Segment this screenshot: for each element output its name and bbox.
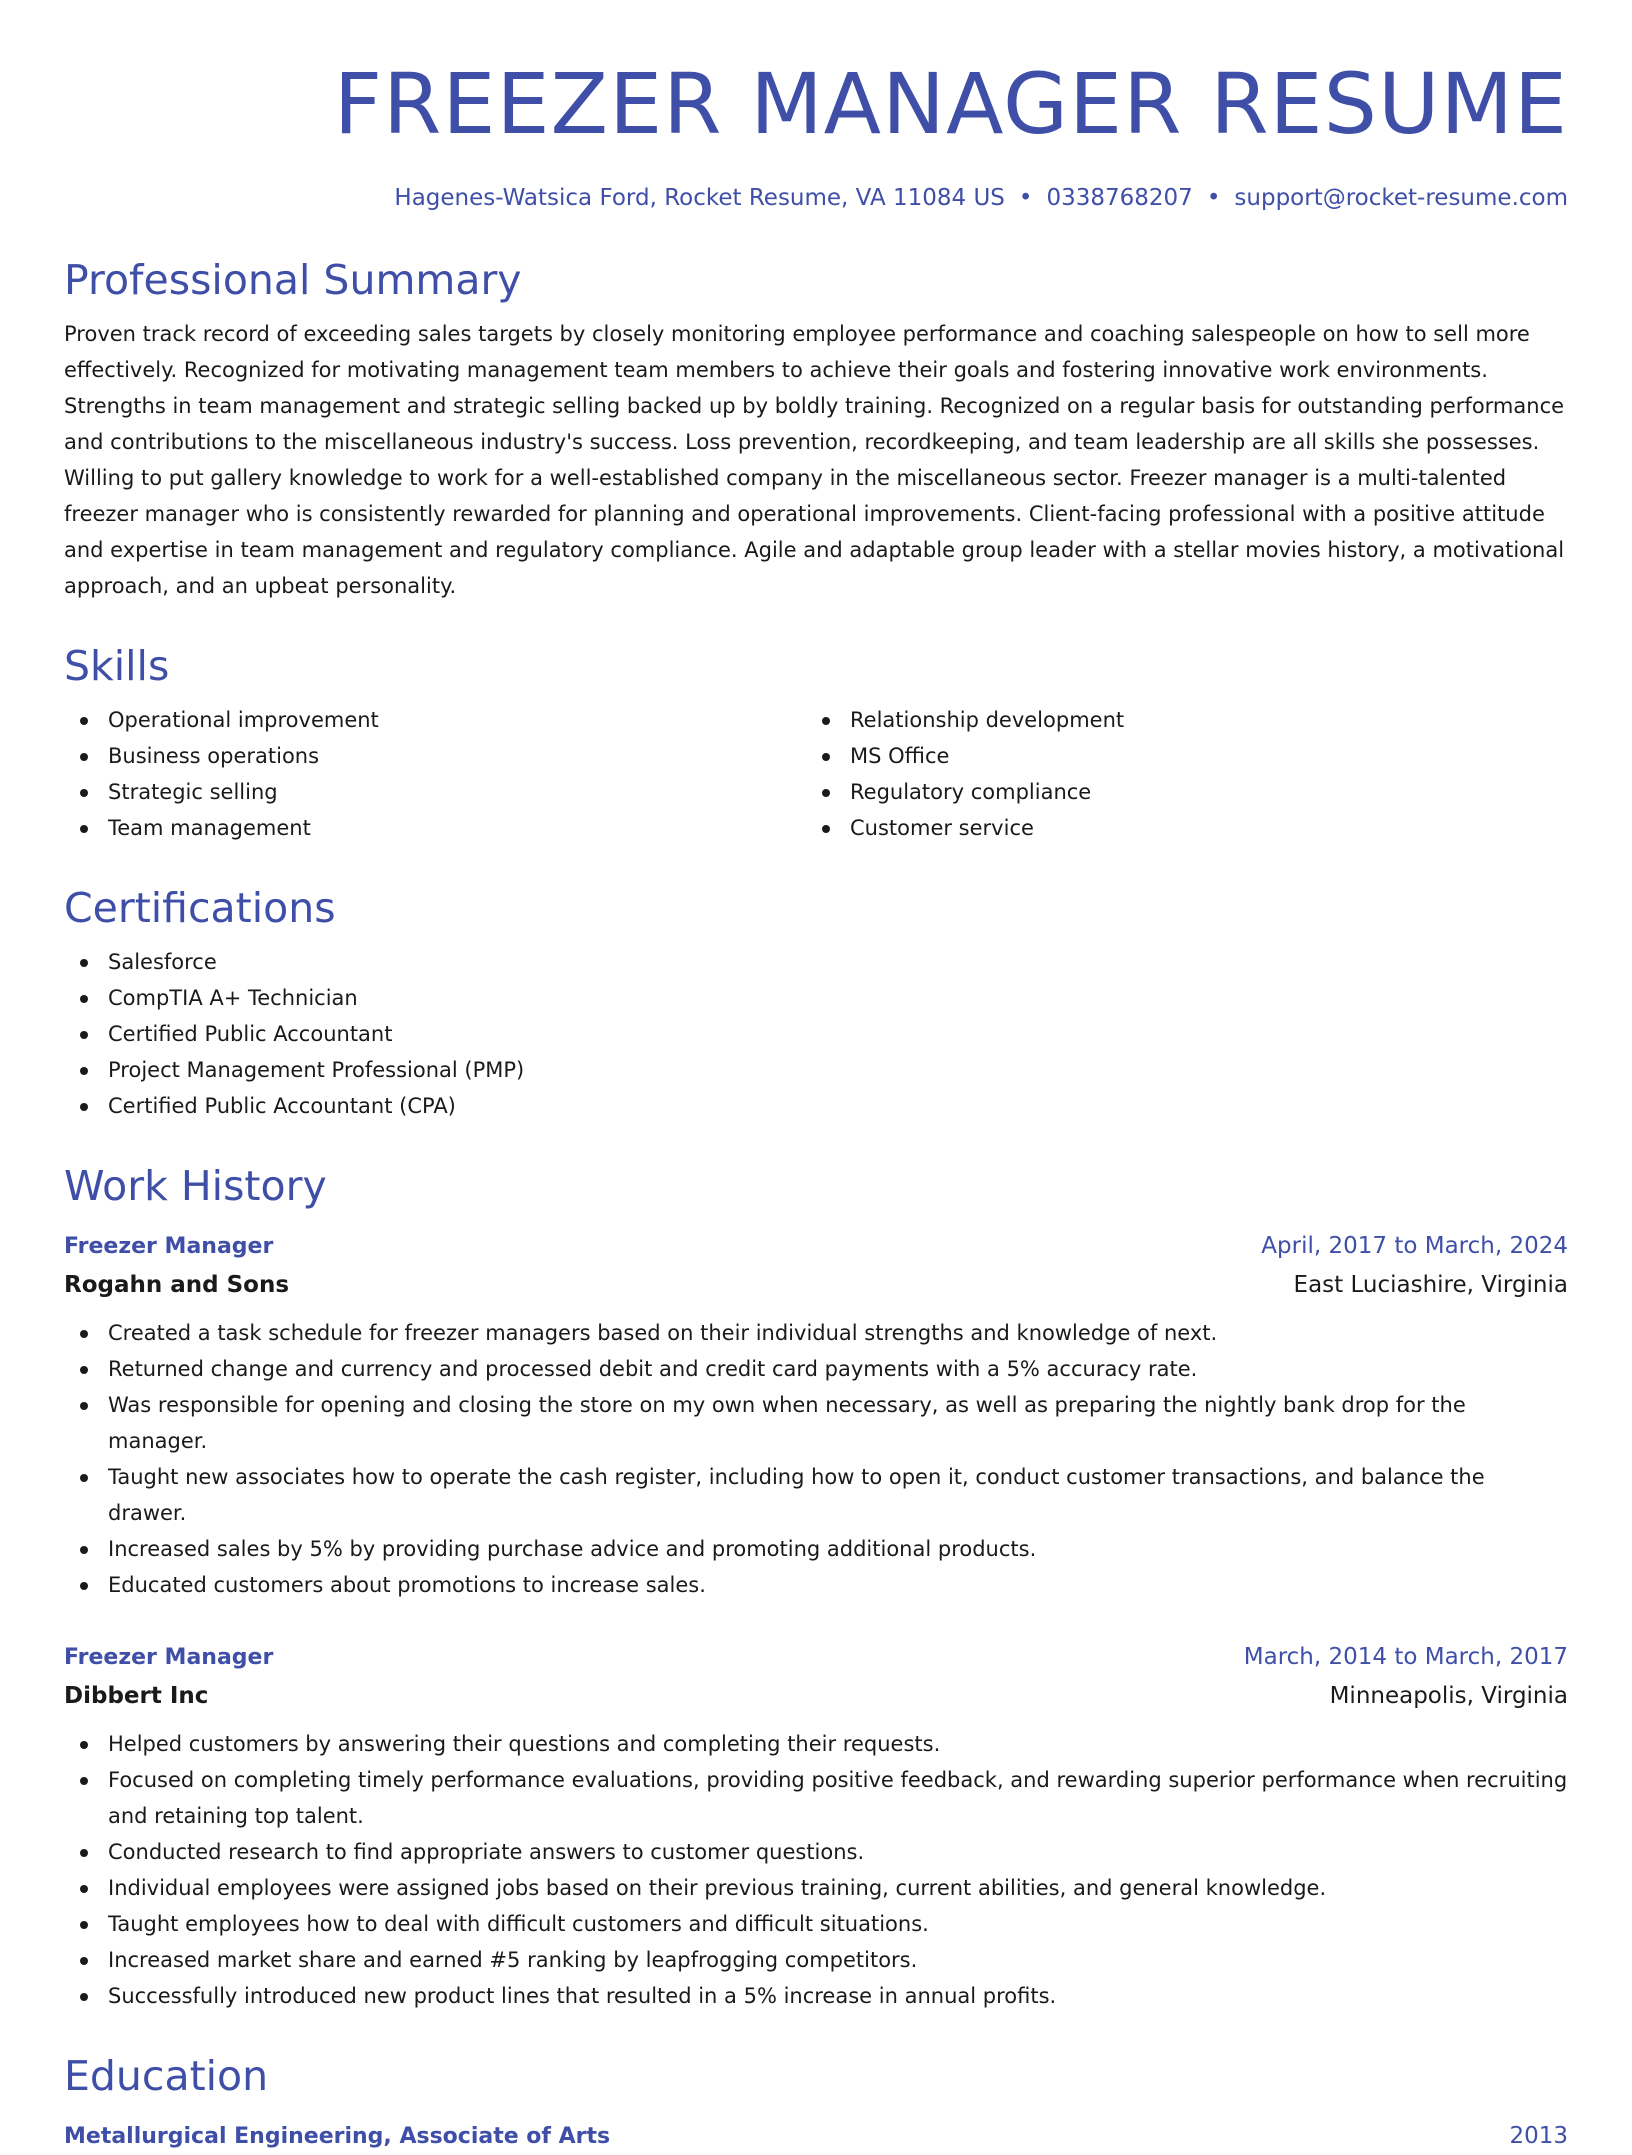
education-year: 2013 [1509, 2123, 1568, 2149]
contact-separator: • [1018, 185, 1033, 211]
job-bullets [64, 1315, 1568, 1603]
education-heading: Education [64, 2052, 269, 2100]
job-company-row [64, 1265, 1568, 1305]
summary-heading: Professional Summary [64, 256, 522, 304]
job-location: East Luciashire, Virginia [1293, 1272, 1568, 1298]
job-bullet: Focused on completing timely performance evaluations, providing positive feedback, and rewarding superior performance when recruiting and retaining top talent. [64, 1762, 1568, 1834]
job-entry [64, 1639, 1568, 2014]
skill-item: Business operations [64, 738, 806, 774]
job-title: Freezer Manager [64, 1234, 274, 1259]
certification-item: Certified Public Accountant [64, 1016, 1568, 1052]
job-bullet: Taught employees how to deal with difficult customers and difficult situations. [64, 1906, 1568, 1942]
job-bullet: Returned change and currency and processed debit and credit card payments with a 5% accuracy rate. [64, 1351, 1568, 1387]
certification-item: Certified Public Accountant (CPA) [64, 1088, 1568, 1124]
job-bullet: Taught new associates how to operate the cash register, including how to open it, conduct customer transactions, and balance the drawer. [64, 1459, 1568, 1531]
job-bullet: Successfully introduced new product lines that resulted in a 5% increase in annual profits. [64, 1978, 1568, 2014]
job-dates: April, 2017 to March, 2024 [1261, 1233, 1568, 1259]
job-bullet: Increased sales by 5% by providing purchase advice and promoting additional products. [64, 1531, 1568, 1567]
job-bullet: Educated customers about promotions to increase sales. [64, 1567, 1568, 1603]
skills-list-right [806, 702, 1548, 846]
certification-item: Salesforce [64, 944, 1568, 980]
work-history-heading: Work History [64, 1162, 327, 1210]
job-company-row [64, 1676, 1568, 1716]
skills-grid [64, 692, 1568, 846]
education-section [64, 2050, 1568, 2155]
job-title: Freezer Manager [64, 1645, 274, 1670]
skill-item: Customer service [806, 810, 1548, 846]
contact-phone: 0338768207 [1046, 185, 1193, 211]
skill-item: Operational improvement [64, 702, 806, 738]
job-entry [64, 1228, 1568, 1603]
certification-item: Project Management Professional (PMP) [64, 1052, 1568, 1088]
skills-section [64, 640, 1568, 846]
job-bullet: Created a task schedule for freezer managers based on their individual strengths and knowledge of next. [64, 1315, 1568, 1351]
skill-item: Regulatory compliance [806, 774, 1548, 810]
education-degree: Metallurgical Engineering, Associate of Arts [64, 2124, 611, 2149]
education-row [64, 2118, 1568, 2155]
job-bullets [64, 1726, 1568, 2014]
certifications-list [64, 944, 1568, 1124]
skills-heading: Skills [64, 642, 170, 690]
certifications-heading: Certifications [64, 884, 336, 932]
skill-item: Team management [64, 810, 806, 846]
job-location: Minneapolis, Virginia [1329, 1683, 1568, 1709]
contact-separator: • [1206, 185, 1221, 211]
skills-list-left [64, 702, 806, 846]
job-header-row [64, 1639, 1568, 1676]
work-history-section [64, 1160, 1568, 2014]
skill-item: MS Office [806, 738, 1548, 774]
job-company: Rogahn and Sons [64, 1272, 290, 1298]
contact-address: Hagenes-Watsica Ford, Rocket Resume, VA 11084 US [394, 185, 1005, 211]
job-header-row [64, 1228, 1568, 1265]
job-bullet: Helped customers by answering their questions and completing their requests. [64, 1726, 1568, 1762]
resume-title: FREEZER MANAGER RESUME [333, 55, 1568, 153]
skill-item: Strategic selling [64, 774, 806, 810]
contact-line [64, 182, 1568, 214]
summary-text: Proven track record of exceeding sales targets by closely monitoring employee performance and coaching salespeople on how to sell more effectively. Recognized for motivating management team members to achieve their goals and fostering innovative work environments. Strengths in team management and strategic selling backed up by boldly training. Recognized on a regular basis for outstanding performance and contributions to the miscellaneous industry's success. Loss prevention, recordkeeping, and team leadership are all skills she possesses. Willing to put gallery knowledge to work for a well-established company in the miscellaneous sector. Freezer manager is a multi-talented freezer manager who is consistently rewarded for planning and operational improvements. Client-facing professional with a positive attitude and expertise in team management and regulatory compliance. Agile and adaptable group leader with a stellar movies history, a motivational approach, and an upbeat personality. [64, 322, 1565, 598]
job-bullet: Was responsible for opening and closing the store on my own when necessary, as well as preparing the nightly bank drop for the manager. [64, 1387, 1568, 1459]
job-bullet: Conducted research to find appropriate answers to customer questions. [64, 1834, 1568, 1870]
professional-summary-section [64, 254, 1568, 604]
contact-email[interactable]: support@rocket-resume.com [1234, 185, 1568, 211]
job-company: Dibbert Inc [64, 1683, 209, 1709]
certifications-section [64, 882, 1568, 1124]
certification-item: CompTIA A+ Technician [64, 980, 1568, 1016]
job-dates: March, 2014 to March, 2017 [1243, 1644, 1568, 1670]
skill-item: Relationship development [806, 702, 1548, 738]
job-bullet: Increased market share and earned #5 ranking by leapfrogging competitors. [64, 1942, 1568, 1978]
job-bullet: Individual employees were assigned jobs based on their previous training, current abilities, and general knowledge. [64, 1870, 1568, 1906]
